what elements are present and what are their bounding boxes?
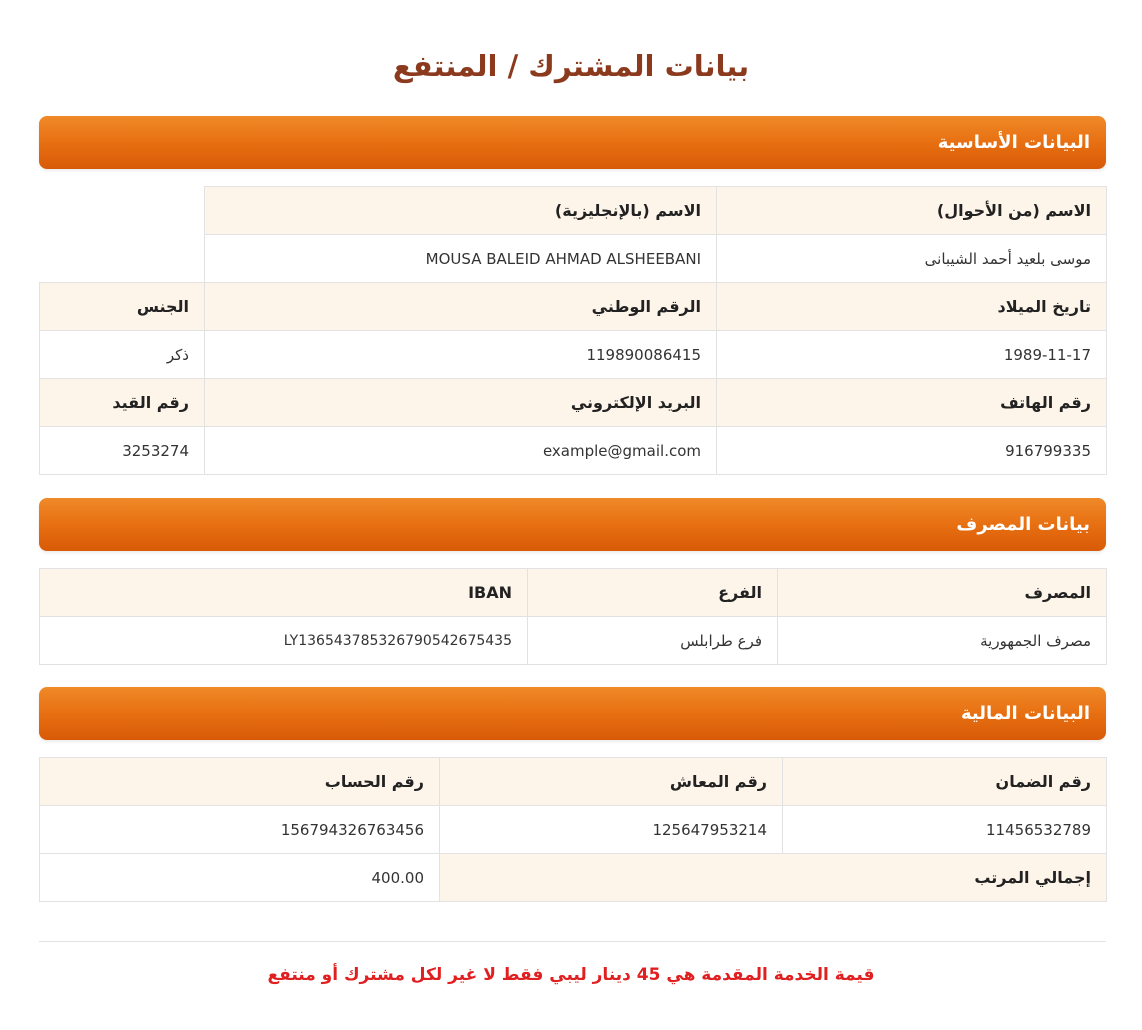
bank-data-header <box>39 498 1106 551</box>
national-id-value: 119890086415 <box>205 331 717 379</box>
national-id-label: الرقم الوطني <box>205 283 717 331</box>
pension-number-label: رقم المعاش <box>440 758 783 806</box>
table-row <box>40 427 1107 475</box>
account-number-value: 156794326763456 <box>40 806 440 854</box>
table-row <box>40 758 1107 806</box>
table-row <box>40 283 1107 331</box>
basic-data-table <box>39 186 1107 475</box>
gender-label: الجنس <box>40 283 205 331</box>
basic-data-title: البيانات الأساسية <box>937 132 1090 153</box>
bank-label: المصرف <box>778 569 1107 617</box>
registry-number-value: 3253274 <box>40 427 205 475</box>
bank-value: مصرف الجمهورية <box>778 617 1107 665</box>
financial-data-table <box>39 757 1107 902</box>
birth-date-value: 1989-11-17 <box>717 331 1107 379</box>
service-fee-note: قيمة الخدمة المقدمة هي 45 دينار ليبي فقط لا غير لكل مشترك أو منتفع <box>267 965 875 985</box>
phone-label: رقم الهاتف <box>717 379 1107 427</box>
account-number-label: رقم الحساب <box>40 758 440 806</box>
table-row <box>40 854 1107 902</box>
registry-number-label: رقم القيد <box>40 379 205 427</box>
iban-value: LY13654378532679054267543​5 <box>40 617 528 665</box>
table-row <box>40 806 1107 854</box>
name-english-label: الاسم (بالإنجليزية) <box>205 187 717 235</box>
guarantee-number-value: 11456532789 <box>783 806 1107 854</box>
table-row <box>40 617 1107 665</box>
table-row <box>40 379 1107 427</box>
total-salary-label: إجمالي المرتب <box>440 854 1107 902</box>
phone-value: 916799335 <box>717 427 1107 475</box>
financial-data-title: البيانات المالية <box>960 703 1090 724</box>
email-label: البريد الإلكتروني <box>205 379 717 427</box>
bank-data-table <box>39 568 1107 665</box>
gender-value: ذكر <box>40 331 205 379</box>
name-civil-value: موسى بلعيد أحمد الشيبانى <box>717 235 1107 283</box>
financial-data-header <box>39 687 1106 740</box>
birth-date-label: تاريخ الميلاد <box>717 283 1107 331</box>
iban-label: IBAN <box>40 569 528 617</box>
page-title: بيانات المشترك / المنتفع <box>392 49 750 83</box>
footer-divider <box>39 941 1106 942</box>
email-value: example@gmail.com <box>205 427 717 475</box>
pension-number-value: 125647953214 <box>440 806 783 854</box>
empty-cell <box>40 187 205 235</box>
total-salary-value: 400.00 <box>40 854 440 902</box>
branch-label: الفرع <box>528 569 778 617</box>
basic-data-header <box>39 116 1106 169</box>
name-civil-label: الاسم (من الأحوال) <box>717 187 1107 235</box>
table-row <box>40 569 1107 617</box>
table-row <box>40 331 1107 379</box>
empty-cell <box>40 235 205 283</box>
bank-data-title: بيانات المصرف <box>956 514 1090 535</box>
branch-value: فرع طرابلس <box>528 617 778 665</box>
table-row <box>40 187 1107 235</box>
table-row <box>40 235 1107 283</box>
name-english-value: MOUSA BALEID AHMAD ALSHEEBANI <box>205 235 717 283</box>
guarantee-number-label: رقم الضمان <box>783 758 1107 806</box>
